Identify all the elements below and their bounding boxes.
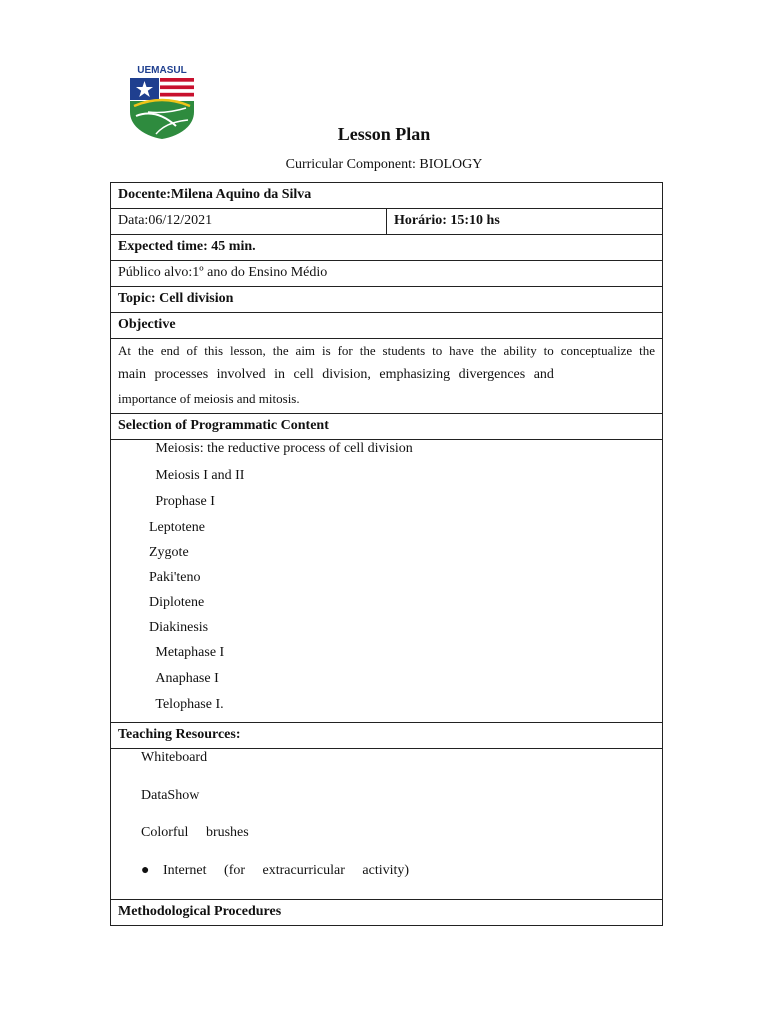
topic-row bbox=[111, 287, 663, 313]
time-cell: Horário: 15:10 hs bbox=[387, 209, 663, 235]
resources-list bbox=[118, 749, 655, 899]
resource-label: Internet (for extracurricular activity) bbox=[163, 862, 410, 878]
objective-heading: Objective bbox=[111, 313, 663, 339]
list-item: Leptotene bbox=[149, 520, 205, 535]
list-item: Metaphase I bbox=[141, 645, 210, 660]
procedures-heading: Methodological Procedures bbox=[111, 900, 663, 926]
page-title: Lesson Plan bbox=[337, 124, 431, 144]
list-item: Diplotene bbox=[149, 595, 205, 610]
content-row bbox=[111, 440, 663, 723]
date-time-row bbox=[111, 209, 663, 235]
content-heading: Selection of Programmatic Content bbox=[111, 414, 663, 440]
page-subtitle: Curricular Component: BIOLOGY bbox=[285, 157, 483, 172]
list-item: Zygote bbox=[149, 545, 189, 560]
list-item: Meiosis I and II bbox=[141, 468, 231, 483]
resources-heading-row bbox=[111, 723, 663, 749]
list-item: Whiteboard bbox=[141, 750, 208, 765]
objective-row bbox=[111, 339, 663, 414]
audience-row bbox=[111, 261, 663, 287]
list-item bbox=[118, 862, 655, 900]
content-cell bbox=[111, 440, 663, 723]
topic-cell: Topic: Cell division bbox=[111, 287, 663, 313]
teacher-row bbox=[111, 183, 663, 209]
objective-cell bbox=[111, 339, 663, 414]
expected-time-cell: Expected time: 45 min. bbox=[111, 235, 663, 261]
content-heading-row bbox=[111, 414, 663, 440]
bullet-icon: ● bbox=[141, 862, 150, 878]
list-item: Telophase I. bbox=[141, 697, 210, 712]
objective-line: At the end of this lesson, the aim is for the students to have the ability to conceptualize the bbox=[118, 343, 656, 358]
objective-heading-row bbox=[111, 313, 663, 339]
objective-line: importance of meiosis and mitosis. bbox=[118, 391, 300, 406]
list-item: Prophase I bbox=[141, 494, 201, 509]
audience-cell: Público alvo:1º ano do Ensino Médio bbox=[111, 261, 663, 287]
resources-row bbox=[111, 749, 663, 900]
objective-line: main processes involved in cell division, emphasizing divergences and bbox=[118, 367, 554, 382]
content-list bbox=[118, 440, 655, 722]
list-item: Meiosis: the reductive process of cell division bbox=[141, 441, 399, 456]
svg-text:UEMASUL: UEMASUL bbox=[137, 65, 187, 76]
resources-cell bbox=[111, 749, 663, 900]
resources-heading: Teaching Resources: bbox=[111, 723, 663, 749]
date-cell: Data:06/12/2021 bbox=[111, 209, 387, 235]
list-item: DataShow bbox=[141, 787, 200, 803]
list-item: Diakinesis bbox=[149, 620, 209, 635]
expected-time-row bbox=[111, 235, 663, 261]
list-item: Anaphase I bbox=[141, 671, 205, 686]
list-item: Paki'teno bbox=[149, 570, 201, 585]
procedures-heading-row bbox=[111, 900, 663, 926]
lesson-plan-table bbox=[110, 182, 663, 926]
teacher-cell: Docente:Milena Aquino da Silva bbox=[111, 183, 663, 209]
list-item: Colorful brushes bbox=[141, 825, 249, 840]
